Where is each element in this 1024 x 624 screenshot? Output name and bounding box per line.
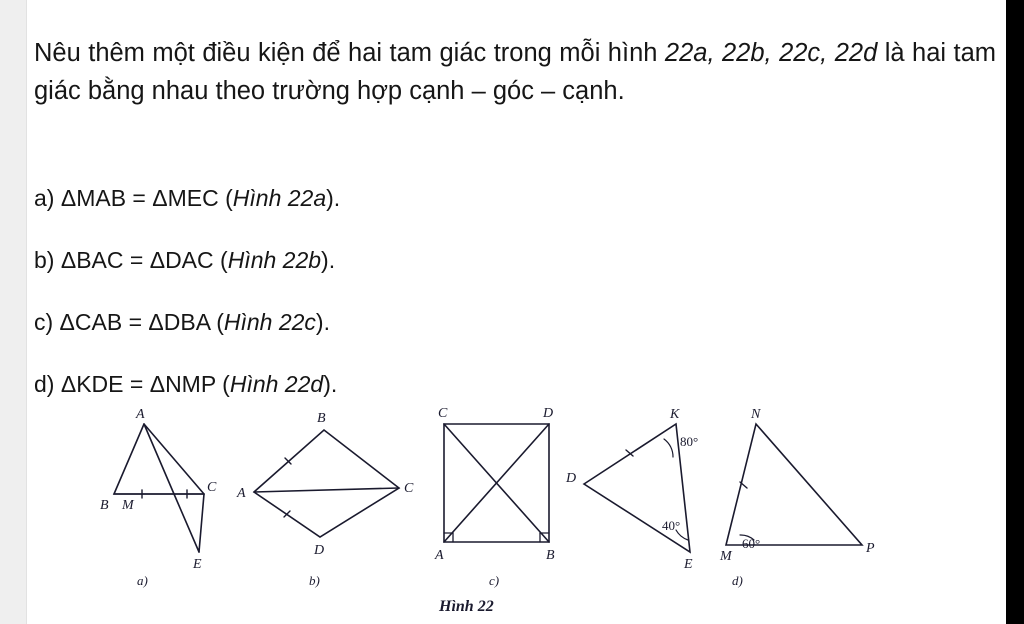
label-a-E: E xyxy=(193,557,202,572)
item-c-ref: Hình 22c xyxy=(223,309,316,335)
label-a-M: M xyxy=(122,498,134,513)
item-a-ref: Hình 22a xyxy=(232,185,327,211)
item-d-ref: Hình 22d xyxy=(229,371,324,397)
label-d-N: N xyxy=(751,407,761,422)
label-c-B: B xyxy=(546,548,555,563)
page-right-edge xyxy=(1006,0,1024,624)
label-b-C: C xyxy=(404,481,414,496)
label-c-C: C xyxy=(438,406,448,421)
label-b-B: B xyxy=(317,411,326,426)
document-content xyxy=(34,0,1002,624)
segment-m-e xyxy=(174,494,199,552)
figure-22 xyxy=(54,402,884,622)
label-d-K: K xyxy=(670,407,680,422)
figure-caption: Hình 22 xyxy=(439,598,494,615)
item-a-close: ). xyxy=(326,185,341,211)
segment-a-e1 xyxy=(144,424,204,494)
sub-label-a: a) xyxy=(137,573,148,588)
list-item xyxy=(34,183,340,213)
item-b-close: ). xyxy=(321,247,336,273)
label-d-E: E xyxy=(684,557,693,572)
angle-label-60: 60° xyxy=(742,536,761,551)
triangle-nmp xyxy=(726,424,862,545)
segment-b-AC xyxy=(254,488,399,492)
item-c-close: ). xyxy=(315,309,330,335)
segment-c-e xyxy=(199,494,204,552)
sub-label-c: c) xyxy=(489,573,500,588)
label-b-A: A xyxy=(237,486,246,501)
label-a-B: B xyxy=(100,498,109,513)
list-item xyxy=(34,245,335,275)
item-a-text: a) ΔMAB = ΔMEC ( xyxy=(34,185,233,211)
angle-arc-k xyxy=(664,439,673,457)
prompt-suffix: là hai tam giác bằng nhau theo trường hợp cạnh – góc – cạnh. xyxy=(34,38,997,105)
list-item xyxy=(34,307,330,337)
prompt-prefix: Nêu thêm một điều kiện để hai tam giác trong mỗi hình xyxy=(34,38,665,67)
angle-label-40: 40° xyxy=(662,518,681,533)
label-c-A: A xyxy=(435,548,444,563)
quad-abcd xyxy=(254,430,399,537)
item-d-close: ). xyxy=(323,371,338,397)
item-b-ref: Hình 22b xyxy=(227,247,322,273)
figure-22-drawing xyxy=(54,402,884,602)
label-d-D: D xyxy=(566,471,577,486)
angle-label-80: 80° xyxy=(680,434,699,449)
item-b-text: b) ΔBAC = ΔDAC ( xyxy=(34,247,228,273)
label-d-P: P xyxy=(866,541,875,556)
label-d-M: M xyxy=(720,549,732,564)
page-left-margin xyxy=(0,0,27,624)
label-b-D: D xyxy=(314,543,325,558)
label-c-D: D xyxy=(543,406,554,421)
list-item xyxy=(34,369,337,399)
label-a-C: C xyxy=(207,480,217,495)
label-a-A: A xyxy=(136,407,145,422)
item-d-text: d) ΔKDE = ΔNMP ( xyxy=(34,371,230,397)
sub-label-b: b) xyxy=(309,573,320,588)
sub-label-d: d) xyxy=(732,573,743,588)
exercise-prompt xyxy=(34,34,996,110)
triangle-mab xyxy=(114,424,174,494)
item-c-text: c) ΔCAB = ΔDBA ( xyxy=(34,309,224,335)
prompt-figure-refs: 22a, 22b, 22c, 22d xyxy=(664,38,878,67)
